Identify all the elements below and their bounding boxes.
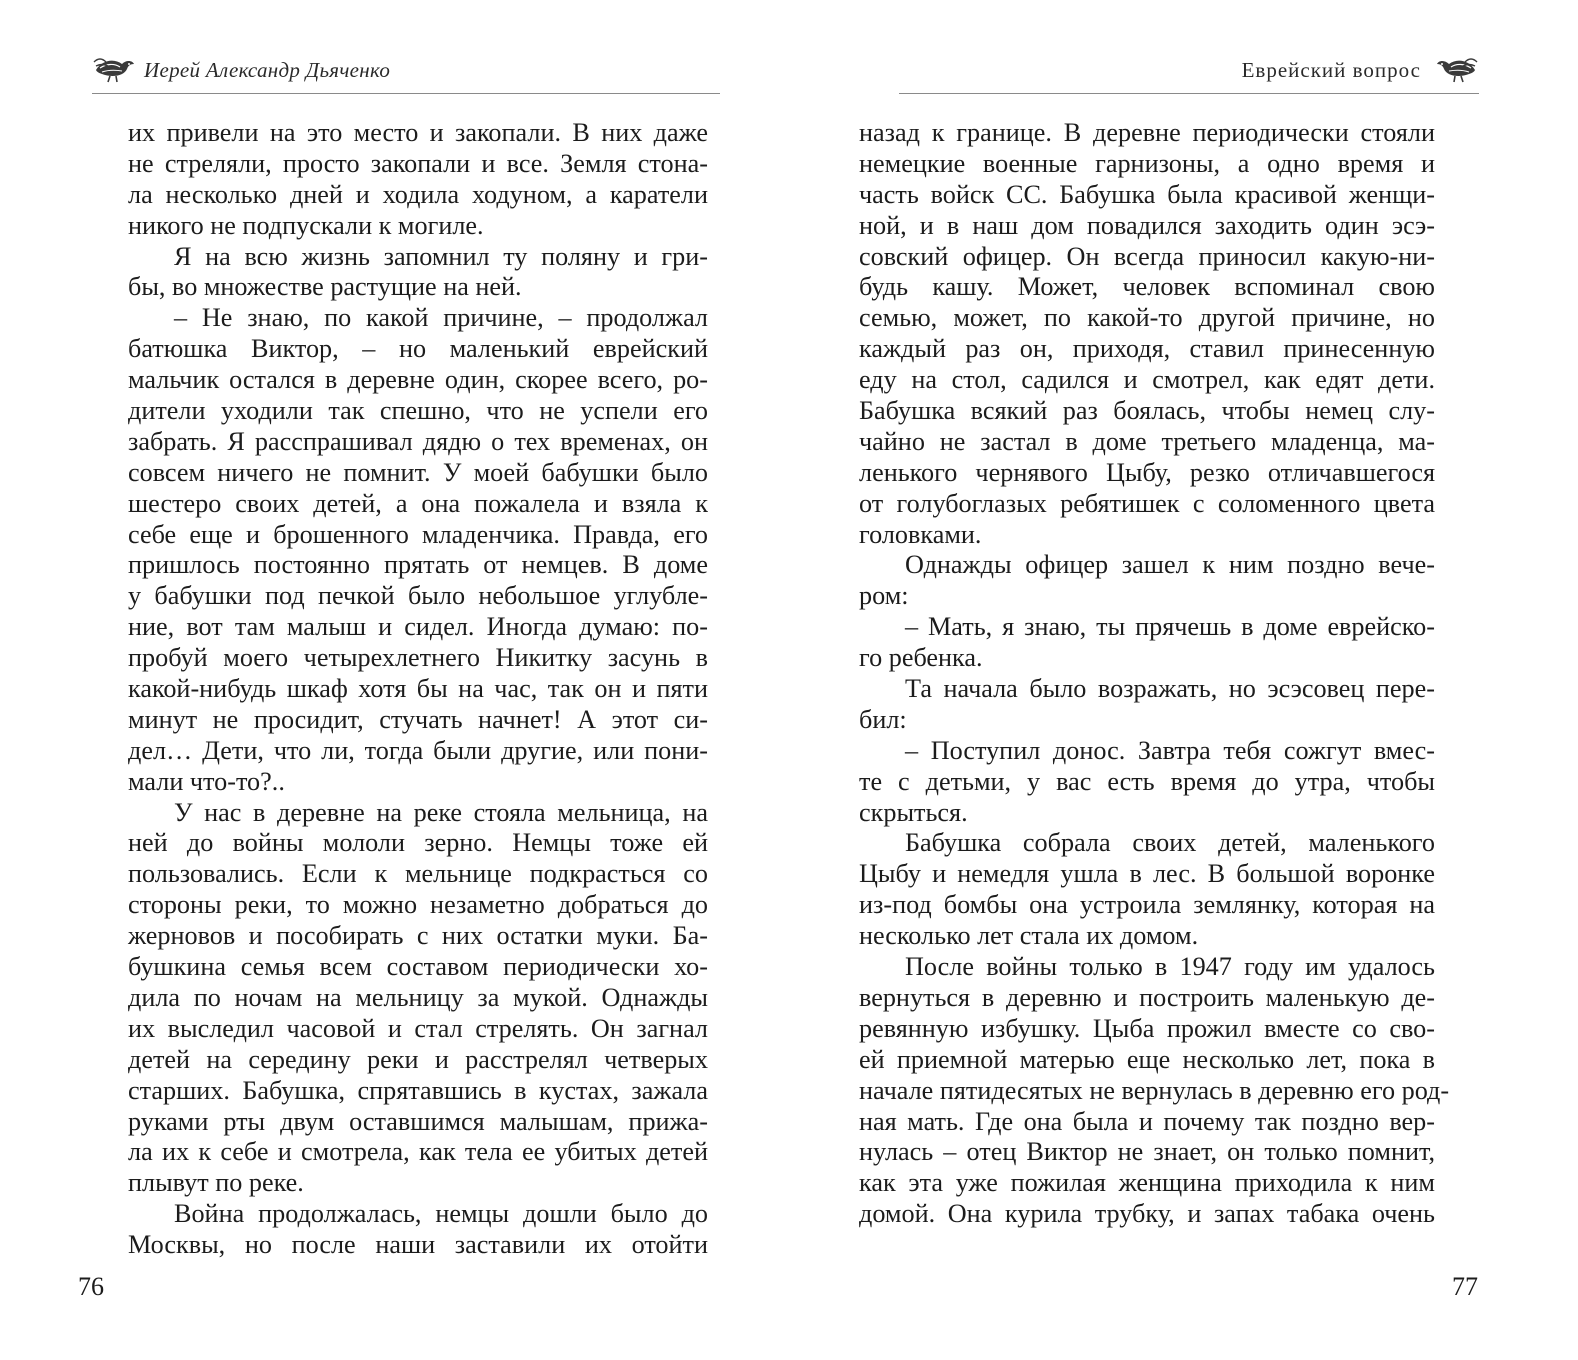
right-page xyxy=(789,0,1578,1360)
text-line: их привели на это место и закопали. В них даже xyxy=(128,118,708,147)
text-line: После войны только в 1947 году им удалось xyxy=(905,952,1435,982)
text-line: плывут по реке. xyxy=(128,1168,304,1198)
text-line: ней до войны мололи зерно. Немцы тоже ей xyxy=(128,828,708,858)
header-rule xyxy=(92,93,720,94)
text-line: еду на стол, садился и смотрел, как едят дети. xyxy=(859,365,1435,395)
text-line: шестеро своих детей, а она пожалела и взяла к xyxy=(128,488,708,518)
text-line: – Не знаю, по какой причине, – продолжал xyxy=(174,303,708,333)
text-line: – Поступил донос. Завтра тебя сожгут вмес- xyxy=(905,735,1435,765)
text-line: будь кашу. Может, человек вспоминал свою xyxy=(859,272,1435,302)
text-line: детей на середину реки и расстрелял четверых xyxy=(128,1044,708,1074)
text-line: Война продолжалась, немцы дошли было до xyxy=(174,1199,708,1229)
text-line: – Мать, я знаю, ты прячешь в доме еврейско- xyxy=(905,612,1435,642)
text-line: Та начала было возражать, но эсэсовец пере- xyxy=(905,674,1435,704)
text-line: домой. Она курила трубку, и запах табака очень xyxy=(859,1199,1435,1229)
text-line: несколько лет стала их домом. xyxy=(859,921,1199,951)
header-rule xyxy=(899,93,1479,94)
text-line: каждый раз он, приходя, ставил принесенную xyxy=(859,334,1435,364)
text-line: у бабушки под печкой было небольшое углубле- xyxy=(128,581,708,611)
text-line: ла несколько дней и ходила ходуном, а каратели xyxy=(128,179,708,209)
text-line: семью, может, по какой-то другой причине, но xyxy=(859,303,1435,333)
left-page-text xyxy=(128,118,708,1261)
text-line: совский офицер. Он всегда приносил какую-ни- xyxy=(859,241,1435,271)
text-line: немецкие военные гарнизоны, а одно время и xyxy=(859,148,1435,178)
text-line: те с детьми, у вас есть время до утра, чтобы xyxy=(859,766,1435,796)
text-line: вернуться в деревню и построить маленькую де- xyxy=(859,982,1435,1012)
text-line: старших. Бабушка, спрятавшись в кустах, зажала xyxy=(128,1075,708,1105)
text-line: руками рты двум оставшимся малышам, прижа- xyxy=(128,1106,708,1136)
text-line: пользовались. Если к мельнице подкрасться со xyxy=(128,859,708,889)
text-line: стороны реки, то можно незаметно добраться до xyxy=(128,890,708,920)
bird-ornament-icon xyxy=(92,50,136,84)
text-line: их выследил часовой и стал стрелять. Он загнал xyxy=(128,1013,708,1043)
text-line: назад к границе. В деревне периодически стояли xyxy=(859,118,1435,147)
text-line: нулась – отец Виктор не знает, он только помнит, xyxy=(859,1137,1435,1167)
text-line: ние, вот там малыш и сидел. Иногда думаю: по- xyxy=(128,612,708,642)
text-line: бы, во множестве растущие на ней. xyxy=(128,272,522,302)
text-line: совсем ничего не помнит. У моей бабушки было xyxy=(128,457,708,487)
text-line: как эта уже пожилая женщина приходила к ним xyxy=(859,1168,1435,1198)
text-line: минут не просидит, стучать начнет! А этот си- xyxy=(128,704,708,734)
text-line: дел… Дети, что ли, тогда были другие, или пони- xyxy=(128,735,708,765)
bird-ornament-icon xyxy=(1435,50,1479,84)
text-line: ей приемной матерью еще несколько лет, пока в xyxy=(859,1044,1435,1074)
text-line: ленького чернявого Цыбу, резко отличавшегося xyxy=(859,457,1435,487)
text-line: мальчик остался в деревне один, скорее всего, ро- xyxy=(128,365,708,395)
text-line: пробуй моего четырехлетнего Никитку засунь в xyxy=(128,643,708,673)
text-line: Бабушка всякий раз боялась, чтобы немец слу- xyxy=(859,396,1435,426)
text-line: из-под бомбы она устроила землянку, которая на xyxy=(859,890,1435,920)
text-line: ной, и в наш дом повадился заходить один эсэ- xyxy=(859,210,1435,240)
text-line: Москвы, но после наши заставили их отойти xyxy=(128,1230,708,1260)
text-line: часть войск СС. Бабушка была красивой женщи- xyxy=(859,179,1435,209)
right-running-header xyxy=(899,48,1479,94)
text-line: забрать. Я расспрашивал дядю о тех временах, он xyxy=(128,426,708,456)
text-line: ревянную избушку. Цыба прожил вместе со сво- xyxy=(859,1013,1435,1043)
text-line: себе еще и брошенного младенчика. Правда, его xyxy=(128,519,708,549)
page-number-left: 76 xyxy=(78,1272,104,1301)
text-line: ла их к себе и смотрела, как тела ее убитых детей xyxy=(128,1137,708,1167)
text-line: батюшка Виктор, – но маленький еврейский xyxy=(128,334,708,364)
running-title-author: Иерей Александр Дьяченко xyxy=(144,58,391,82)
text-line: пришлось постоянно прятать от немцев. В доме xyxy=(128,550,708,580)
text-line: мали что-то?.. xyxy=(128,766,285,796)
text-line: ром: xyxy=(859,581,909,611)
text-line: никого не подпускали к могиле. xyxy=(128,210,484,240)
text-line: от голубоглазых ребятишек с соломенного цвета xyxy=(859,488,1435,518)
text-line: жерновов и пособирать с них остатки муки. Ба- xyxy=(128,921,708,951)
text-line: Однажды офицер зашел к ним поздно вече- xyxy=(905,550,1435,580)
text-line: У нас в деревне на реке стояла мельница, на xyxy=(174,797,708,827)
text-line: Цыбу и немедля ушла в лес. В большой воронке xyxy=(859,859,1435,889)
left-running-header xyxy=(92,48,720,94)
text-line: Я на всю жизнь запомнил ту поляну и гри- xyxy=(174,241,708,271)
text-line: начале пятидесятых не вернулась в деревню его род- xyxy=(859,1075,1450,1105)
text-line: дила по ночам на мельницу за мукой. Однажды xyxy=(128,982,708,1012)
text-line: чайно не застал в доме третьего младенца, ма- xyxy=(859,426,1435,456)
text-line: не стреляли, просто закопали и все. Земля стона- xyxy=(128,148,708,178)
text-line: какой-нибудь шкаф хотя бы на час, так он и пяти xyxy=(128,674,708,704)
text-line: бил: xyxy=(859,704,907,734)
text-line: Бабушка собрала своих детей, маленького xyxy=(905,828,1435,858)
text-line: скрыться. xyxy=(859,797,968,827)
text-line: ная мать. Где она была и почему так поздно вер- xyxy=(859,1106,1435,1136)
text-line: бушкина семья всем составом периодически хо- xyxy=(128,952,708,982)
text-line: головками. xyxy=(859,519,982,549)
running-title-chapter: Еврейский вопрос xyxy=(1241,58,1421,82)
text-line: дители уходили так спешно, что не успели его xyxy=(128,396,708,426)
text-line: го ребенка. xyxy=(859,643,983,673)
page-number-right: 77 xyxy=(1452,1272,1478,1301)
right-page-text xyxy=(859,118,1450,1230)
